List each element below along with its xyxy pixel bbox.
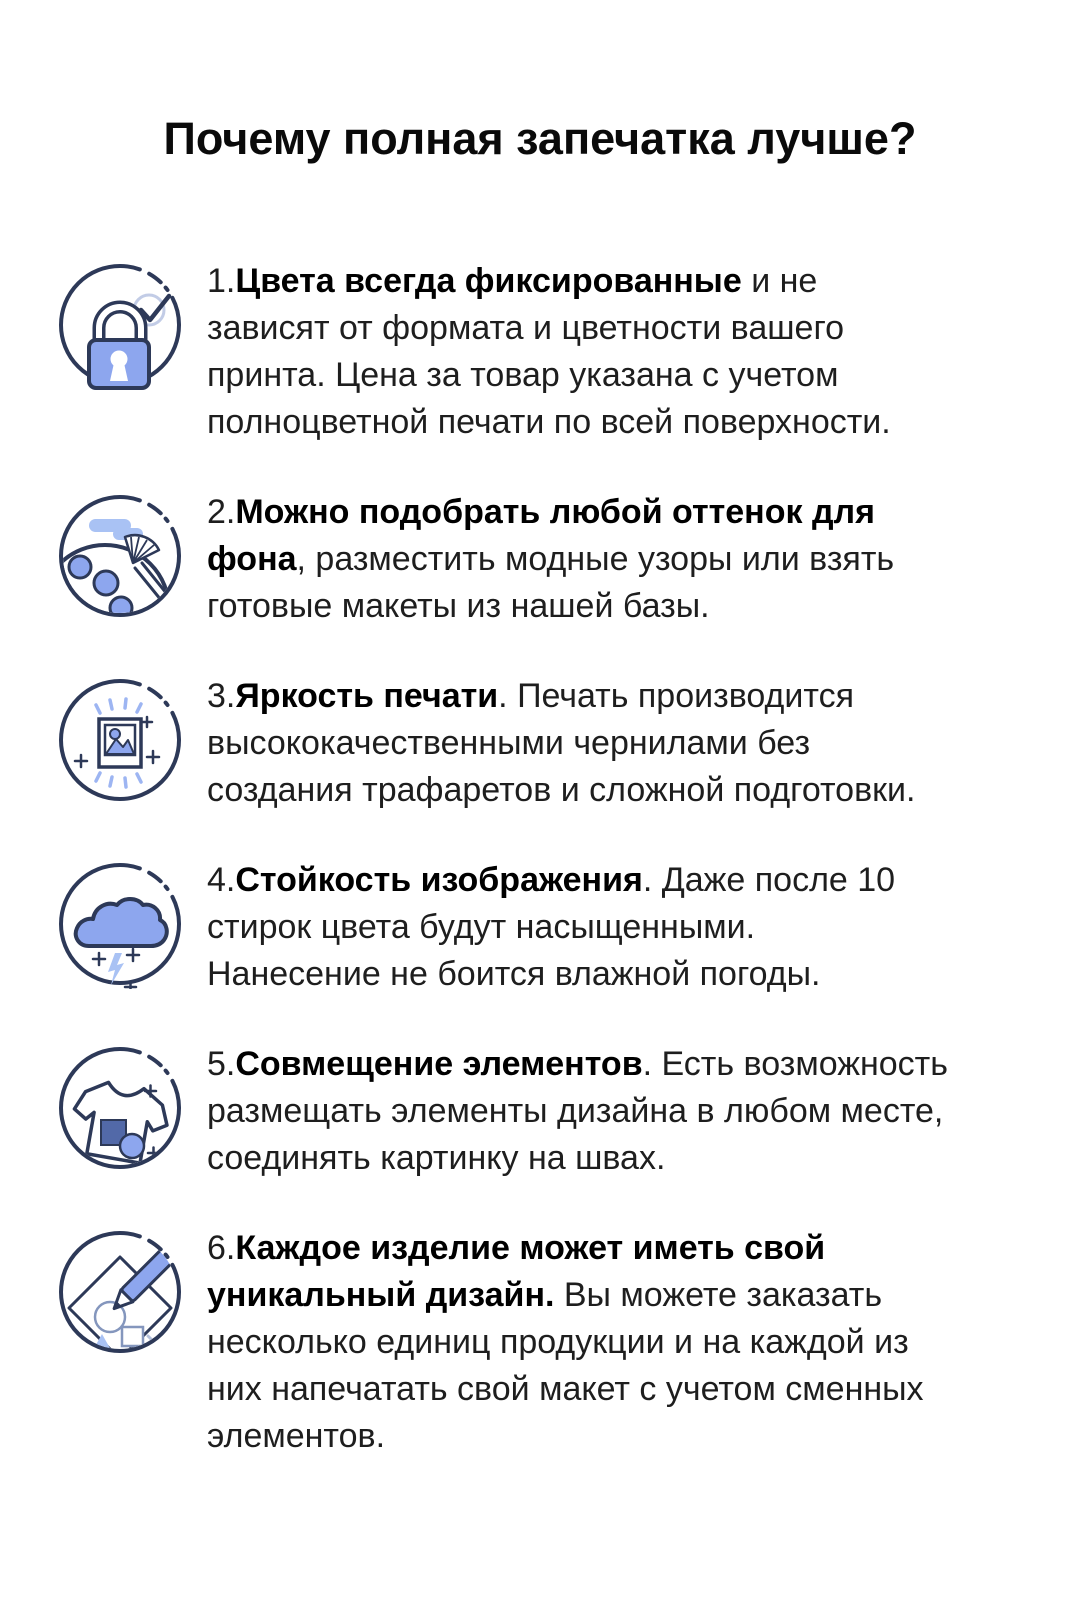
item-text xyxy=(207,258,1007,446)
text-line xyxy=(207,857,1007,904)
text-segment: размещать элементы дизайна в любом месте, xyxy=(207,1092,944,1130)
text-line xyxy=(207,720,1007,767)
text-line xyxy=(207,1225,1007,1272)
text-line xyxy=(207,1088,1007,1135)
text-segment-bold: фона xyxy=(207,540,297,578)
text-segment: 1. xyxy=(207,262,236,300)
text-segment: принта. Цена за товар указана с учетом xyxy=(207,356,839,394)
text-segment: несколько единиц продукции и на каждой из xyxy=(207,1323,909,1361)
text-segment: Нанесение не боится влажной погоды. xyxy=(207,955,821,993)
pencil-design-icon xyxy=(55,1227,185,1357)
list-item xyxy=(55,489,1080,630)
text-line xyxy=(207,1319,1007,1366)
text-segment-bold: Яркость печати xyxy=(235,677,499,715)
lock-check-icon xyxy=(55,260,185,390)
text-line xyxy=(207,352,1007,399)
item-text xyxy=(207,489,1007,630)
storm-cloud-icon xyxy=(55,859,185,989)
text-segment: соединять картинку на швах. xyxy=(207,1139,666,1177)
item-text xyxy=(207,1225,1007,1460)
text-segment: 4. xyxy=(207,861,236,899)
text-line xyxy=(207,1272,1007,1319)
text-line xyxy=(207,951,1007,998)
list-item xyxy=(55,258,1080,446)
text-line xyxy=(207,583,1007,630)
list-item xyxy=(55,1041,1080,1182)
text-line xyxy=(207,767,1007,814)
benefits-list xyxy=(0,258,1080,1460)
text-segment-bold: Совмещение элементов xyxy=(235,1045,643,1083)
text-segment: высококачественными чернилами без xyxy=(207,724,811,762)
list-item xyxy=(55,857,1080,998)
text-segment: 2. xyxy=(207,493,236,531)
text-segment: 5. xyxy=(207,1045,236,1083)
text-line xyxy=(207,489,1007,536)
text-segment: готовые макеты из нашей базы. xyxy=(207,587,710,625)
text-segment: зависят от формата и цветности вашего xyxy=(207,309,845,347)
text-segment-bold: Стойкость изображения xyxy=(235,861,643,899)
text-segment: . Печать производится xyxy=(498,677,854,715)
list-item xyxy=(55,1225,1080,1460)
text-line xyxy=(207,1135,1007,1182)
palette-icon xyxy=(55,491,185,621)
text-line xyxy=(207,536,1007,583)
text-segment: 3. xyxy=(207,677,236,715)
brightness-picture-icon xyxy=(55,675,185,805)
text-line xyxy=(207,399,1007,446)
text-segment: них напечатать свой макет с учетом сменных xyxy=(207,1370,924,1408)
text-segment: стирок цвета будут насыщенными. xyxy=(207,908,756,946)
text-segment: , разместить модные узоры или взять xyxy=(296,540,895,578)
text-line xyxy=(207,1041,1007,1088)
text-line xyxy=(207,904,1007,951)
text-segment: и не xyxy=(741,262,818,300)
text-segment: 6. xyxy=(207,1229,236,1267)
text-line xyxy=(207,673,1007,720)
item-text xyxy=(207,857,1007,998)
item-text xyxy=(207,1041,1007,1182)
text-line xyxy=(207,305,1007,352)
text-segment-bold: уникальный дизайн. xyxy=(207,1276,555,1314)
page-title: Почему полная запечатка лучше? xyxy=(163,113,917,164)
text-segment: . Даже после 10 xyxy=(642,861,896,899)
text-segment: . Есть возможность xyxy=(642,1045,948,1083)
text-segment-bold: Можно подобрать любой оттенок для xyxy=(235,493,875,531)
text-segment: полноцветной печати по всей поверхности. xyxy=(207,403,891,441)
list-item xyxy=(55,673,1080,814)
text-segment-bold: Цвета всегда фиксированные xyxy=(235,262,742,300)
item-text xyxy=(207,673,1007,814)
text-segment: элементов. xyxy=(207,1417,386,1455)
text-segment: Вы можете заказать xyxy=(554,1276,883,1314)
text-line xyxy=(207,1413,1007,1460)
tshirt-icon xyxy=(55,1043,185,1173)
text-line xyxy=(207,258,1007,305)
text-line xyxy=(207,1366,1007,1413)
text-segment: создания трафаретов и сложной подготовки. xyxy=(207,771,916,809)
text-segment-bold: Каждое изделие может иметь свой xyxy=(235,1229,826,1267)
